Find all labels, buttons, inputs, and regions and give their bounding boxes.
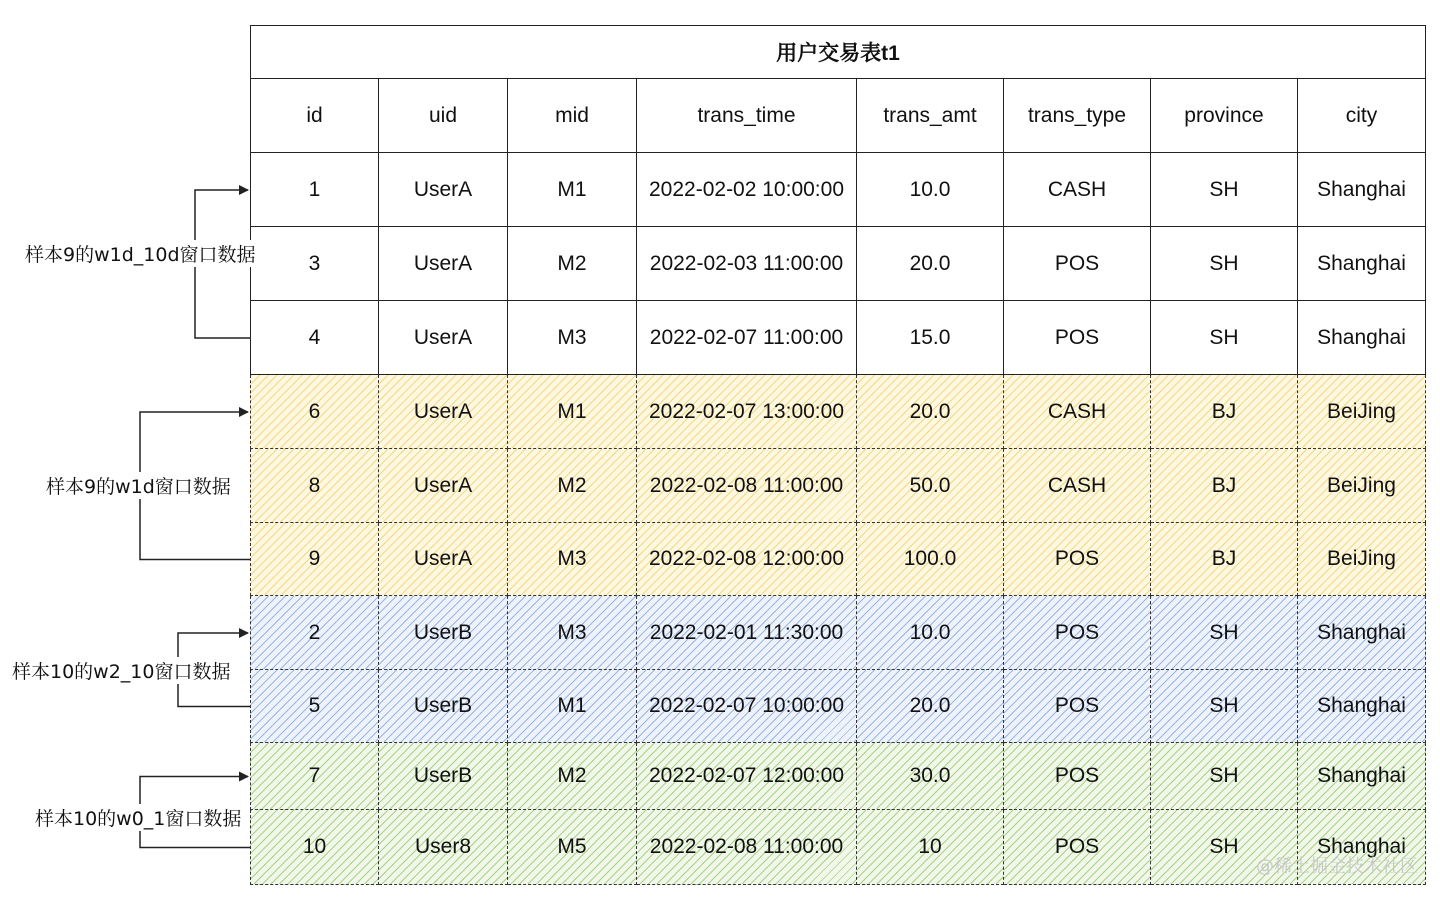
table-cell-mid: M3	[508, 596, 637, 670]
table-cell-trans-type: POS	[1004, 743, 1151, 810]
table-cell-uid: UserA	[379, 301, 508, 375]
table-cell-city: Shanghai	[1298, 227, 1426, 301]
table-cell-province: SH	[1151, 810, 1298, 885]
table-cell-mid: M2	[508, 743, 637, 810]
table-cell-trans-time: 2022-02-07 13:00:00	[637, 375, 857, 449]
table-cell-trans-time: 2022-02-08 11:00:00	[637, 449, 857, 523]
table-cell-province: SH	[1151, 227, 1298, 301]
table-cell-id: 3	[250, 227, 379, 301]
column-header-mid: mid	[508, 79, 637, 153]
table-cell-trans-type: POS	[1004, 596, 1151, 670]
table-cell-mid: M1	[508, 153, 637, 227]
table-cell-trans-amt: 20.0	[857, 375, 1004, 449]
table-title: 用户交易表t1	[250, 25, 1426, 79]
table-cell-mid: M3	[508, 301, 637, 375]
table-cell-uid: UserB	[379, 743, 508, 810]
table-cell-trans-amt: 30.0	[857, 743, 1004, 810]
table-cell-city: Shanghai	[1298, 810, 1426, 885]
column-header-province: province	[1151, 79, 1298, 153]
table-cell-city: BeiJing	[1298, 523, 1426, 596]
table-cell-id: 1	[250, 153, 379, 227]
table-cell-province: SH	[1151, 670, 1298, 743]
column-header-trans-time: trans_time	[637, 79, 857, 153]
table-cell-trans-time: 2022-02-03 11:00:00	[637, 227, 857, 301]
table-cell-trans-time: 2022-02-02 10:00:00	[637, 153, 857, 227]
column-header-city: city	[1298, 79, 1426, 153]
table-cell-mid: M2	[508, 227, 637, 301]
table-cell-trans-amt: 10.0	[857, 596, 1004, 670]
table-cell-mid: M1	[508, 670, 637, 743]
table-cell-trans-type: CASH	[1004, 449, 1151, 523]
table-cell-city: BeiJing	[1298, 375, 1426, 449]
table-cell-province: BJ	[1151, 523, 1298, 596]
table-cell-trans-amt: 20.0	[857, 227, 1004, 301]
table-cell-trans-time: 2022-02-08 11:00:00	[637, 810, 857, 885]
table-cell-trans-amt: 20.0	[857, 670, 1004, 743]
table-cell-trans-time: 2022-02-07 11:00:00	[637, 301, 857, 375]
table-cell-trans-amt: 15.0	[857, 301, 1004, 375]
table-cell-id: 5	[250, 670, 379, 743]
table-cell-mid: M1	[508, 375, 637, 449]
table-cell-uid: User8	[379, 810, 508, 885]
table-cell-trans-type: POS	[1004, 523, 1151, 596]
table-cell-province: BJ	[1151, 449, 1298, 523]
table-cell-trans-time: 2022-02-07 12:00:00	[637, 743, 857, 810]
table-cell-trans-amt: 10.0	[857, 153, 1004, 227]
table-cell-trans-time: 2022-02-01 11:30:00	[637, 596, 857, 670]
table-cell-city: Shanghai	[1298, 743, 1426, 810]
table-cell-trans-type: CASH	[1004, 375, 1151, 449]
table-cell-uid: UserB	[379, 596, 508, 670]
table-cell-id: 6	[250, 375, 379, 449]
table-cell-city: BeiJing	[1298, 449, 1426, 523]
table-cell-mid: M3	[508, 523, 637, 596]
table-cell-trans-type: POS	[1004, 301, 1151, 375]
table-cell-id: 4	[250, 301, 379, 375]
table-cell-id: 7	[250, 743, 379, 810]
table-cell-city: Shanghai	[1298, 301, 1426, 375]
column-header-trans-amt: trans_amt	[857, 79, 1004, 153]
table-cell-city: Shanghai	[1298, 596, 1426, 670]
column-header-id: id	[250, 79, 379, 153]
table-cell-mid: M5	[508, 810, 637, 885]
table-cell-province: SH	[1151, 153, 1298, 227]
watermark: @稀土掘金技术社区	[1256, 856, 1418, 877]
table-cell-province: SH	[1151, 743, 1298, 810]
table-cell-uid: UserA	[379, 523, 508, 596]
table-cell-uid: UserA	[379, 375, 508, 449]
bracket-label: 样本9的w1d窗口数据	[46, 472, 231, 499]
table-cell-trans-amt: 100.0	[857, 523, 1004, 596]
table-cell-id: 9	[250, 523, 379, 596]
table-cell-trans-amt: 50.0	[857, 449, 1004, 523]
table-cell-trans-amt: 10	[857, 810, 1004, 885]
table-cell-uid: UserA	[379, 153, 508, 227]
table-cell-province: SH	[1151, 596, 1298, 670]
bracket-label: 样本10的w0_1窗口数据	[35, 804, 241, 831]
bracket-label: 样本10的w2_10窗口数据	[12, 657, 230, 684]
table-cell-id: 10	[250, 810, 379, 885]
bracket-label: 样本9的w1d_10d窗口数据	[25, 240, 256, 267]
table-cell-uid: UserA	[379, 449, 508, 523]
table-cell-trans-type: POS	[1004, 227, 1151, 301]
table-cell-mid: M2	[508, 449, 637, 523]
table-cell-trans-time: 2022-02-08 12:00:00	[637, 523, 857, 596]
table-cell-province: BJ	[1151, 375, 1298, 449]
table-cell-province: SH	[1151, 301, 1298, 375]
table-cell-uid: UserA	[379, 227, 508, 301]
table-cell-uid: UserB	[379, 670, 508, 743]
column-header-trans-type: trans_type	[1004, 79, 1151, 153]
table-cell-id: 8	[250, 449, 379, 523]
column-header-uid: uid	[379, 79, 508, 153]
table-cell-trans-time: 2022-02-07 10:00:00	[637, 670, 857, 743]
table-cell-id: 2	[250, 596, 379, 670]
table-cell-trans-type: POS	[1004, 810, 1151, 885]
table-cell-trans-type: CASH	[1004, 153, 1151, 227]
table-cell-trans-type: POS	[1004, 670, 1151, 743]
table-cell-city: Shanghai	[1298, 153, 1426, 227]
table-cell-city: Shanghai	[1298, 670, 1426, 743]
